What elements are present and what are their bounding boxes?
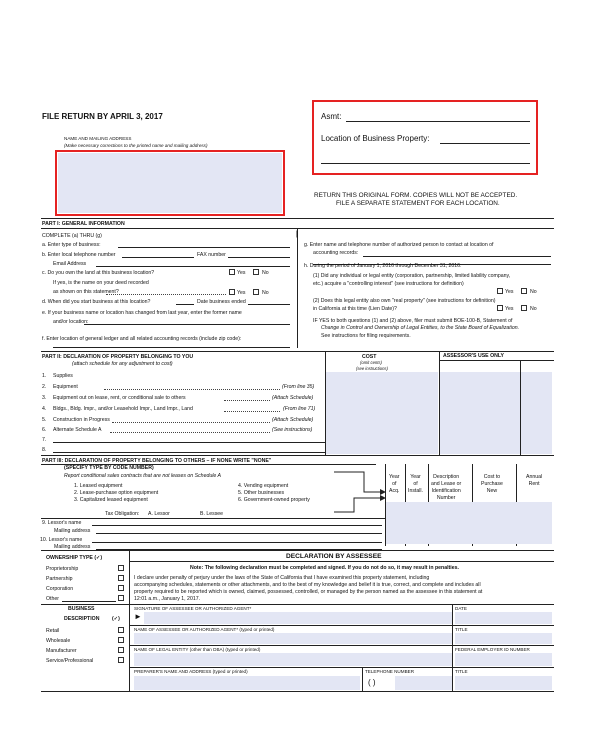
description-header: [431, 474, 461, 502]
signature-arrow-icon: ►: [134, 612, 142, 621]
other-checkbox[interactable]: [118, 595, 124, 601]
assessee-name-field[interactable]: [134, 633, 452, 644]
yes-label: Yes: [237, 270, 246, 276]
real-property-yes-checkbox[interactable]: [497, 305, 503, 311]
ownership-title: OWNERSHIP TYPE (✓): [46, 555, 103, 561]
proprietorship-checkbox[interactable]: [118, 565, 124, 571]
legal-entity-field[interactable]: [134, 653, 452, 666]
start-business-label: d. When did you start business at this location?: [42, 299, 151, 305]
controlling-interest-label-2: etc.) acquire a "controlling interest" (see instructions for definition): [313, 281, 464, 287]
date-label: DATE: [455, 606, 467, 611]
row-number: 6.: [42, 427, 47, 433]
lessor-name-10-field[interactable]: [92, 542, 382, 543]
header-line: Year: [410, 474, 421, 480]
telephone-number-label: TELEPHONE NUMBER: [365, 669, 415, 674]
email-field[interactable]: [96, 266, 290, 267]
divider: [41, 455, 554, 456]
telephone-field[interactable]: [395, 676, 452, 690]
mailing-10-label: Mailing address: [54, 544, 91, 550]
deed-recorded-label: If yes, is the name on your deed recorded: [53, 280, 149, 286]
row-note: (See instructions): [272, 427, 313, 433]
divider: [130, 625, 554, 626]
preparer-field[interactable]: [134, 676, 360, 690]
part2-subtitle: (attach schedule for any adjustment to cost): [72, 361, 173, 367]
business-manufacturer: Manufacturer: [46, 648, 77, 654]
divider: [439, 351, 440, 455]
contact-person-field[interactable]: [363, 256, 551, 257]
ownership-proprietorship: Proprietorship: [46, 566, 79, 572]
business-title: BUSINESS: [68, 606, 95, 612]
service-checkbox[interactable]: [118, 657, 124, 663]
row-number: 3.: [42, 395, 47, 401]
declaration-text-1: I declare under penalty of perjury under the laws of the State of California that I have examined this property statement, including: [134, 575, 430, 581]
divider: [129, 550, 130, 692]
controlling-no-checkbox[interactable]: [521, 288, 527, 294]
header-line: Number: [436, 495, 456, 501]
divider: [130, 604, 554, 605]
divider: [41, 218, 554, 219]
return-notice-2: FILE A SEPARATE STATEMENT FOR EACH LOCATION.: [336, 200, 500, 207]
declaration-title: DECLARATION BY ASSESSEE: [286, 553, 382, 560]
lessor-name-9-field[interactable]: [92, 525, 382, 526]
divider: [362, 667, 363, 692]
signature-field[interactable]: [144, 612, 452, 624]
declaration-text-3: property required to be reported which is owned, claimed, possessed, controlled, or managed by the person named as the assessee in this statement at: [134, 589, 483, 595]
type-of-business-label: a. Enter type of business:: [42, 242, 101, 248]
mailing-9-field[interactable]: [96, 533, 382, 534]
row-note: (Attach Schedule): [272, 395, 314, 401]
ledger-location-field[interactable]: [53, 347, 290, 348]
preparer-label: PREPARER'S NAME AND ADDRESS (typed or printed): [134, 669, 248, 674]
legal-entity-label: NAME OF LEGAL ENTITY (other than DBA) (typed or printed): [134, 647, 261, 652]
header-line: Identification: [431, 488, 461, 494]
cost-column-fill[interactable]: [326, 372, 438, 454]
year-acq-header: [389, 474, 399, 495]
divider: [439, 360, 554, 361]
assessee-name-label: NAME OF ASSESSEE OR AUTHORIZED AGENT* (typed or printed): [134, 627, 275, 632]
divider: [130, 645, 554, 646]
header-line: Cost to: [483, 474, 501, 480]
ledger-location-label: f. Enter location of general ledger and all related accounting records (include zip code):: [42, 336, 242, 342]
preparer-title-label: TITLE: [455, 669, 468, 674]
dot-leader: [106, 294, 226, 295]
business-wholesale: Wholesale: [46, 638, 71, 644]
part3-report-note: Report conditional sales contracts that are not leases on Schedule A: [64, 473, 221, 479]
header-line: Annual: [526, 474, 543, 480]
name-mailing-note: (Make necessary corrections to the printed name and mailing address): [64, 143, 208, 148]
lessor-name-10-label: 10. Lessor's name: [40, 537, 83, 543]
row-number: 2.: [42, 384, 47, 390]
type-of-business-field[interactable]: [118, 247, 290, 248]
ownership-corporation: Corporation: [46, 586, 74, 592]
real-property-no-checkbox[interactable]: [521, 305, 527, 311]
code-leased-equipment: 1. Leased equipment: [74, 483, 123, 489]
location-label: Location of Business Property:: [321, 134, 430, 143]
part2-title: PART II: DECLARATION OF PROPERTY BELONGING TO YOU: [42, 354, 194, 360]
bracket-line: [334, 472, 380, 492]
bracket-line: [334, 498, 380, 512]
divider: [520, 361, 521, 455]
location-field[interactable]: [440, 143, 530, 144]
business-check-mark: (✓): [112, 616, 120, 622]
divider: [130, 667, 554, 668]
business-description-title: DESCRIPTION: [64, 616, 100, 622]
mailing-address-fill: [58, 153, 282, 213]
controlling-yes-checkbox[interactable]: [497, 288, 503, 294]
real-property-label-2: in California at this time (Lien Date)?: [313, 306, 397, 312]
header-line: Description: [433, 474, 460, 480]
cost-sub-1: (omit cents): [360, 360, 382, 365]
arrow-head-icon: [380, 489, 386, 495]
assessor-column-fill: [440, 372, 552, 454]
fein-field[interactable]: [455, 653, 552, 666]
part3-entries-fill[interactable]: [386, 502, 552, 544]
fein-label: FEDERAL EMPLOYER ID NUMBER: [455, 647, 530, 652]
own-land-yes-checkbox[interactable]: [229, 269, 235, 275]
partnership-checkbox[interactable]: [118, 575, 124, 581]
code-capitalized: 3. Capitalized leased equipment: [74, 497, 148, 503]
asmt-field[interactable]: [346, 121, 530, 122]
own-land-label: c. Do you own the land at this business location?: [42, 270, 155, 276]
row-label: Supplies: [53, 373, 73, 379]
header-line: Acq.: [389, 488, 400, 494]
row-label: Equipment: [53, 384, 78, 390]
former-location-label: and/or location:: [53, 319, 89, 325]
header-line: Year: [389, 474, 400, 480]
period-label: h. During the period of January 1, 2016 through December 31, 2016:: [304, 263, 462, 269]
line-7-field[interactable]: [53, 442, 325, 443]
divider: [41, 518, 386, 519]
declaration-text-4: 12:01 a.m., January 1, 2017.: [134, 596, 201, 602]
divider: [130, 561, 554, 562]
start-date-field[interactable]: [176, 304, 194, 305]
row-label: Bldgs., Bldg. Impr., and/or Leasehold Impr., Land Impr., Land: [53, 406, 193, 412]
title-label: TITLE: [455, 627, 468, 632]
manufacturer-checkbox[interactable]: [118, 647, 124, 653]
phone-area-code: ( ): [368, 678, 376, 687]
header-line: New: [486, 488, 498, 494]
corporation-checkbox[interactable]: [118, 585, 124, 591]
row-number: 7.: [42, 437, 47, 443]
deed-no-checkbox[interactable]: [253, 289, 259, 295]
row-note: (Attach Schedule): [272, 417, 314, 423]
yes-label: Yes: [237, 290, 246, 296]
dot-leader: [112, 422, 270, 423]
cost-header: COST: [362, 354, 377, 360]
divider: [452, 604, 453, 692]
row-note: (From line 71): [283, 406, 316, 412]
no-label: No: [262, 270, 269, 276]
row-number: 5.: [42, 417, 47, 423]
divider: [41, 550, 554, 551]
former-location-field[interactable]: [84, 324, 290, 325]
divider: [41, 351, 554, 352]
divider: [325, 351, 326, 455]
deed-as-shown-label: as shown on this statement?: [53, 289, 119, 295]
part3-specify: (SPECIFY TYPE BY CODE NUMBER): [64, 465, 154, 471]
year-install-header: [408, 474, 423, 495]
own-land-no-checkbox[interactable]: [253, 269, 259, 275]
ownership-other: Other: [46, 596, 59, 602]
divider: [41, 691, 554, 692]
header-line: of: [413, 481, 418, 487]
no-label: No: [262, 290, 269, 296]
row-number: 1.: [42, 373, 47, 379]
row-label: Equipment out on lease, rent, or conditional sale to others: [53, 395, 186, 401]
part1-complete: COMPLETE (a) THRU (g): [42, 233, 102, 239]
dot-leader: [224, 411, 280, 412]
mailing-9-label: Mailing address: [54, 528, 91, 534]
code-vending: 4. Vending equipment: [238, 483, 289, 489]
return-notice-1: RETURN THIS ORIGINAL FORM. COPIES WILL NOT BE ACCEPTED.: [314, 192, 518, 199]
assessor-use-header: ASSESSOR'S USE ONLY: [443, 353, 505, 359]
arrow-head-icon: [380, 495, 386, 501]
email-label: Email Address: [53, 261, 87, 267]
fax-field[interactable]: [228, 257, 290, 258]
cost-purchase-header: [481, 474, 503, 495]
end-date-field[interactable]: [248, 304, 290, 305]
row-note: (From line 35): [282, 384, 315, 390]
header-line: Install.: [408, 488, 423, 494]
row-number: 8.: [42, 447, 47, 453]
code-government: 6. Government-owned property: [238, 497, 310, 503]
no-label: No: [530, 289, 537, 295]
lessor-name-9-label: 9. Lessor's name: [42, 520, 82, 526]
former-name-label: e. If your business name or location has changed from last year, enter the former name: [42, 310, 242, 316]
yes-label: Yes: [505, 289, 514, 295]
code-lease-purchase: 2. Lease-purchase option equipment: [74, 490, 159, 496]
telephone-field[interactable]: [122, 257, 194, 258]
tax-lessor-option: A. Lessor: [148, 511, 170, 517]
if-yes-note-3: See instructions for filing requirements.: [321, 333, 411, 339]
ownership-partnership: Partnership: [46, 576, 73, 582]
real-property-label: (2) Does this legal entity also own "real property" (see instructions for definition): [313, 298, 496, 304]
fax-label: FAX number: [197, 252, 226, 258]
deed-yes-checkbox[interactable]: [229, 289, 235, 295]
title-field[interactable]: [455, 633, 552, 644]
declaration-note: Note: The following declaration must be completed and signed. If you do not do so, it may result in penalties.: [190, 565, 459, 571]
ownership-other-field[interactable]: [62, 601, 116, 602]
header-line: Rent: [528, 481, 540, 487]
section-separator: |: [296, 231, 298, 238]
signature-label: SIGNATURE OF ASSESSEE OR AUTHORIZED AGENT*: [134, 606, 252, 611]
annual-rent-header: [526, 474, 542, 488]
dot-leader: [110, 432, 270, 433]
business-service: Service/Professional: [46, 658, 94, 664]
date-ended-label: Date business ended: [197, 299, 246, 305]
if-yes-note-1: IF YES to both questions (1) and (2) above, filer must submit BOE-100-B, Statement of: [313, 318, 513, 324]
telephone-label: b. Enter local telephone number: [42, 252, 116, 258]
code-other-businesses: 5. Other businesses: [238, 490, 285, 496]
location-field-2[interactable]: [321, 163, 530, 164]
asmt-label: Asmt:: [321, 112, 342, 121]
part1-title: PART I: GENERAL INFORMATION: [42, 221, 125, 227]
accounting-records-label: accounting records:: [313, 250, 359, 256]
file-return-deadline: FILE RETURN BY APRIL 3, 2017: [42, 112, 163, 121]
row-number: 4.: [42, 406, 47, 412]
declaration-text-2: accompanying schedules, statements or other attachments, and to the best of my knowledge and belief it is true, correct, and complete and includes all: [134, 582, 481, 588]
tax-lessee-option: B. Lessee: [200, 511, 224, 517]
preparer-title-field[interactable]: [455, 676, 552, 690]
divider: [41, 604, 130, 605]
contact-person-label: g. Enter name and telephone number of authorized person to contact at location of: [304, 242, 494, 248]
header-line: of: [392, 481, 397, 487]
row-label: Alternate Schedule A: [53, 427, 102, 433]
yes-label: Yes: [505, 306, 514, 312]
no-label: No: [530, 306, 537, 312]
business-retail: Retail: [46, 628, 60, 634]
cost-sub-2: (see instructions): [356, 366, 388, 371]
dot-leader: [104, 389, 280, 390]
line-8-field[interactable]: [53, 452, 325, 453]
bracket-arrows: [330, 470, 390, 516]
dot-leader: [224, 400, 270, 401]
date-field[interactable]: [455, 612, 552, 624]
retail-checkbox[interactable]: [118, 627, 124, 633]
wholesale-checkbox[interactable]: [118, 637, 124, 643]
controlling-interest-label: (1) Did any individual or legal entity (corporation, partnership, limited liability company,: [313, 273, 511, 279]
part3-title: PART III: DECLARATION OF PROPERTY BELONGING TO OTHERS – IF NONE WRITE "NONE": [42, 458, 272, 464]
tax-obligation-label: Tax Obligation:: [105, 511, 140, 517]
divider: [297, 228, 298, 348]
header-line: and Lease or: [431, 481, 462, 487]
if-yes-note-2: Change in Control and Ownership of Legal Entities, to the State Board of Equalization.: [321, 325, 520, 331]
header-line: Purchase: [481, 481, 503, 487]
row-label: Construction in Progress: [53, 417, 110, 423]
name-mailing-label: NAME AND MAILING ADDRESS: [64, 136, 132, 141]
